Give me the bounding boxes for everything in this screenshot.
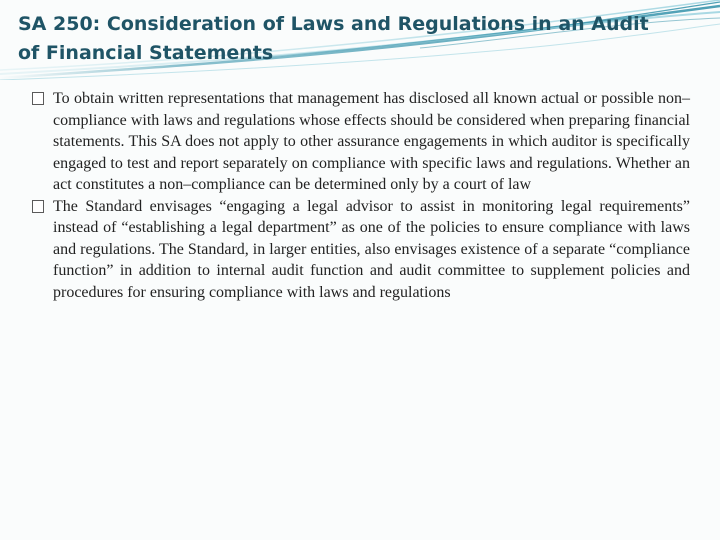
- bullet-item: [32, 196, 690, 304]
- slide-title: SA 250: Consideration of Laws and Regulations in an Audit of Financial Statements: [18, 13, 649, 64]
- bullet-text: The Standard envisages “engaging a legal advisor to assist in monitoring legal requirements” instead of “establishing a legal department” as one of the policies to ensure compliance with laws and regulations. The Standard, in larger entities, also envisages existence of a separate “compliance function” in addition to internal audit function and audit committee to supplement policies and procedures for ensuring compliance with laws and regulations: [53, 197, 690, 301]
- empty-square-bullet-icon: [32, 92, 44, 105]
- empty-square-bullet-icon: [32, 200, 44, 213]
- bullet-list: [32, 88, 690, 303]
- bullet-item: [32, 88, 690, 196]
- bullet-text: To obtain written representations that management has disclosed all known actual or possible non–compliance with laws and regulations whose effects should be considered when preparing financial statements. This SA does not apply to other assurance engagements in which auditor is specifically engaged to test and report separately on compliance with specific laws and regulations. Whether an act constitutes a non–compliance can be determined only by a court of law: [53, 90, 690, 193]
